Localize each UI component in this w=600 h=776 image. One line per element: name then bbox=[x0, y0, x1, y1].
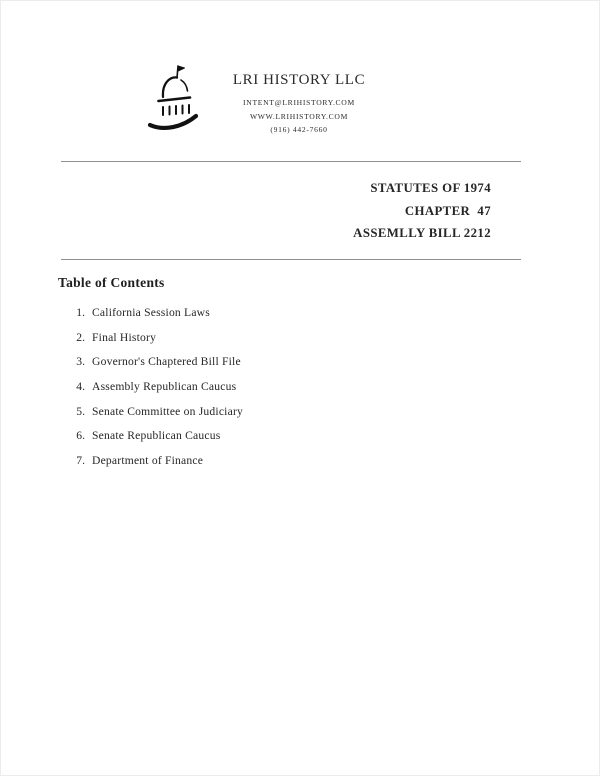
divider-top bbox=[61, 161, 521, 162]
bill-info-block bbox=[353, 177, 491, 245]
toc-item-number: 7. bbox=[76, 454, 85, 468]
toc-item-number: 2. bbox=[76, 330, 85, 344]
toc-item-number: 1. bbox=[76, 306, 85, 319]
phone-text: (916) 442-7660 bbox=[270, 125, 328, 134]
chapter-line: CHAPTER 47 bbox=[404, 203, 491, 218]
toc-item-number: 4. bbox=[76, 380, 85, 394]
toc-item-label: California Session Laws bbox=[92, 306, 210, 319]
toc-item bbox=[71, 405, 491, 417]
capitol-logo-icon bbox=[146, 61, 202, 137]
divider-bottom bbox=[61, 259, 521, 260]
website-text: WWW.LRIHISTORY.COM bbox=[249, 111, 349, 121]
toc-item bbox=[71, 306, 491, 318]
email-text: INTENT@LRIHISTORY.COM bbox=[243, 98, 355, 107]
toc-item-number: 6. bbox=[76, 429, 85, 443]
toc-item-label: Assembly Republican Caucus bbox=[92, 380, 237, 394]
company-name: LRI HISTORY LLC bbox=[232, 72, 366, 88]
letterhead bbox=[206, 72, 392, 137]
toc-item bbox=[71, 380, 491, 392]
toc-item-number: 3. bbox=[76, 355, 85, 369]
toc-item-label: Senate Republican Caucus bbox=[92, 429, 221, 443]
toc-item bbox=[71, 355, 491, 367]
toc-item-number: 5. bbox=[76, 404, 85, 418]
toc-list bbox=[71, 306, 491, 479]
toc-item-label: Department of Finance bbox=[92, 454, 204, 468]
toc-item bbox=[71, 429, 491, 441]
toc-item-label: Final History bbox=[92, 330, 157, 344]
statutes-line: STATUTES OF 1974 bbox=[370, 181, 491, 195]
toc-item-label: Senate Committee on Judiciary bbox=[92, 404, 244, 418]
toc-item bbox=[71, 454, 491, 466]
toc-item-label: Governor's Chaptered Bill File bbox=[92, 355, 241, 369]
toc-title: Table of Contents bbox=[58, 275, 165, 290]
toc-item bbox=[71, 331, 491, 343]
assembly-bill-line: ASSEMLLY BILL 2212 bbox=[353, 226, 491, 240]
